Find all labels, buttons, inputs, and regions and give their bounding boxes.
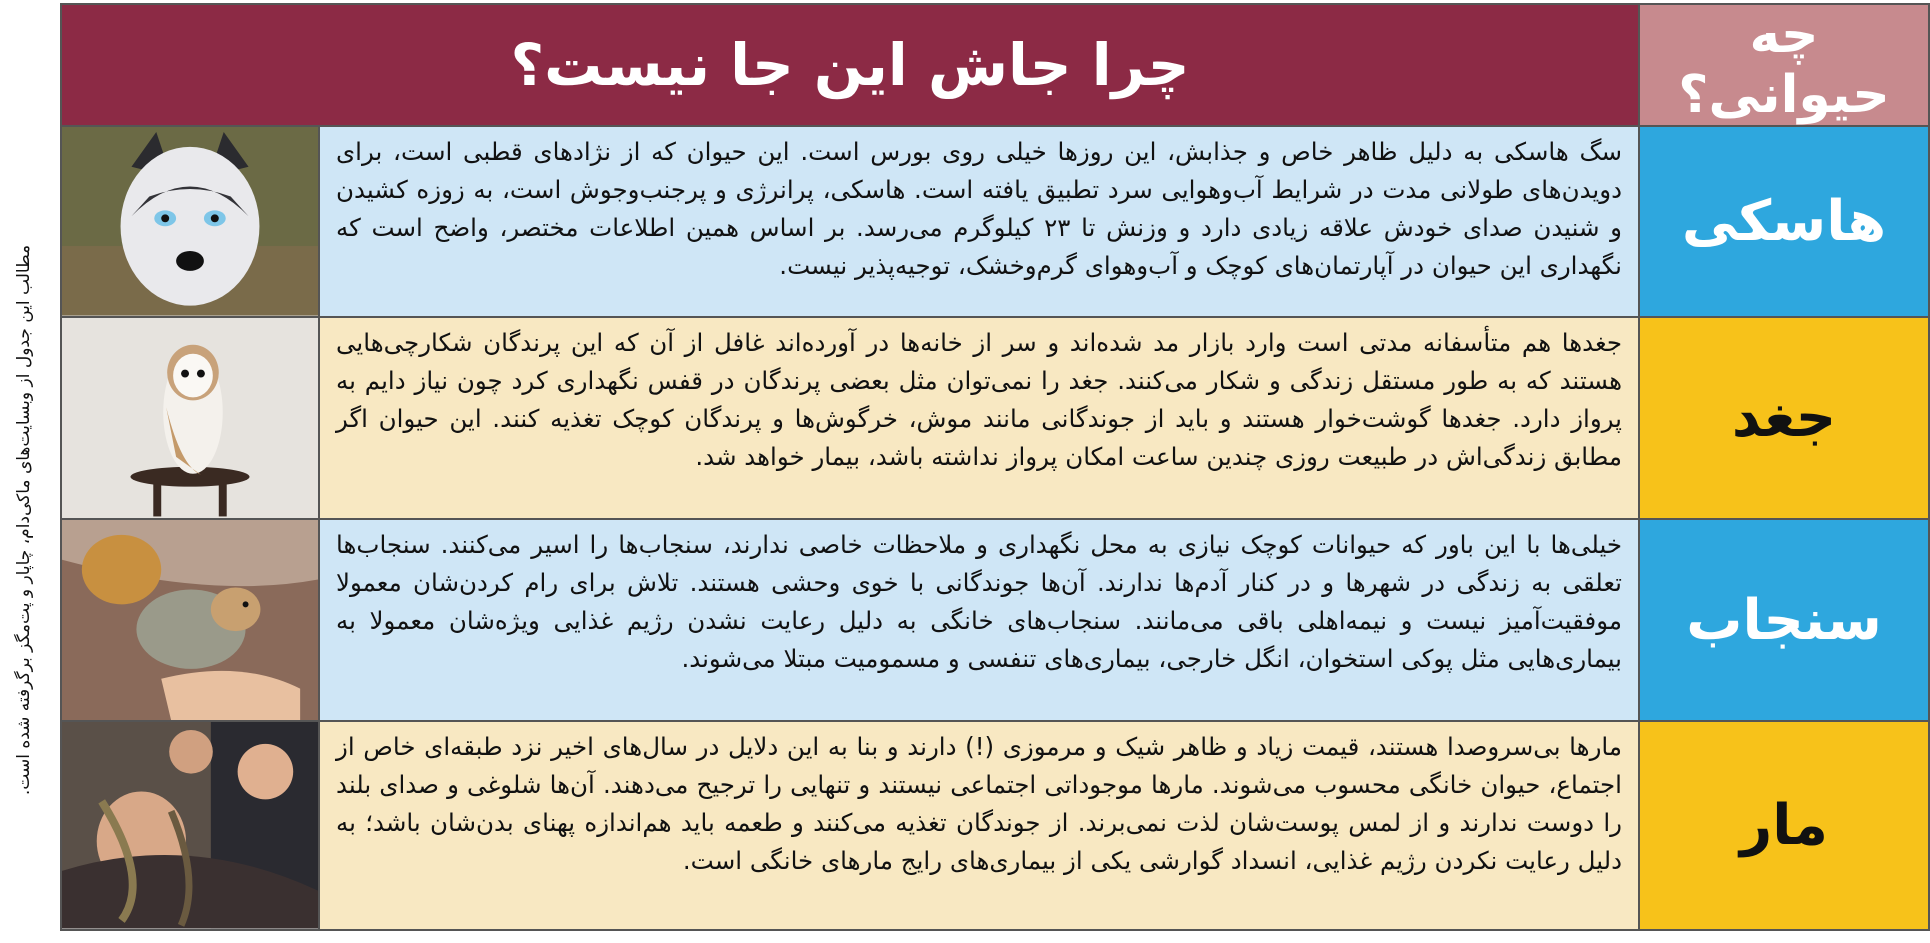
snake-description: مارها بی‌سروصدا هستند، قیمت زیاد و ظاهر شیک و مرموزی (!) دارند و بنا به این دلایل در سال‌های اخیر نزد طبقه‌ای خاص از اجتماع، حیوان خانگی محسوب می‌شوند. مارها موجوداتی اجتماعی نیستند و تنهایی را ترجیح می‌دهند. آن‌ها شلوغی و صدای بلند را دوست ندارند و از لمس پوست‌شان لذت نمی‌برند. از جوندگان تغذیه می‌کنند و طعمه باید هم‌اندازه پهنای بدن‌شان باشد؛ به دلیل رعایت نکردن رژیم غذایی، انسداد گوارشی یکی از بیماری‌های رایج مارهای خانگی است. bbox=[319, 721, 1639, 929]
husky-name: هاسکی bbox=[1639, 126, 1929, 317]
animal-column-header: چه حیوانی؟ bbox=[1639, 4, 1929, 126]
husky-photo bbox=[61, 126, 319, 317]
table-row bbox=[61, 519, 1929, 721]
squirrel-name: سنجاب bbox=[1639, 519, 1929, 721]
snake-photo-icon bbox=[62, 722, 318, 928]
husky-description: سگ هاسکی به دلیل ظاهر خاص و جذابش، این روزها خیلی روی بورس است. این حیوان که از نژادهای قطبی است، برای دویدن‌های طولانی مدت در شرایط آب‌وهوایی سرد تطبیق یافته است. هاسکی، پرانرژی و پرجنب‌وجوش است، به زوزه کشیدن و شنیدن صدای خودش علاقه زیادی دارد و وزنش تا ۲۳ کیلوگرم می‌رسد. بر اساس همین اطلاعات مختصر، واضح است که نگهداری این حیوان در آپارتمان‌های کوچک و آب‌وهوای گرم‌وخشک، توجیه‌پذیر نیست. bbox=[319, 126, 1639, 317]
squirrel-photo bbox=[61, 519, 319, 721]
table-row bbox=[61, 317, 1929, 519]
snake-photo bbox=[61, 721, 319, 929]
squirrel-photo-icon bbox=[62, 520, 318, 720]
owl-description: جغدها هم متأسفانه مدتی است وارد بازار مد شده‌اند و سر از خانه‌ها در آورده‌اند غافل از آن که این پرندگان شکارچی‌هایی هستند که به طور مستقل زندگی و شکار می‌کنند. جغد را نمی‌توان مثل بعضی پرندگان در قفس نگهداری کرد چون نیاز دایم به پرواز دارد. جغدها گوشت‌خوار هستند و باید از جوندگانی مانند موش، خرگوش‌ها و پرندگان کوچک تغذیه کنند. این حیوان اگر مطابق زندگی‌اش در طبیعت روزی چندین ساعت امکان پرواز نداشته باشد، بیمار خواهد شد. bbox=[319, 317, 1639, 519]
owl-name: جغد bbox=[1639, 317, 1929, 519]
table-header-row bbox=[61, 4, 1929, 126]
owl-photo-icon bbox=[62, 318, 318, 518]
table-row bbox=[61, 126, 1929, 317]
source-note-text: مطالب این جدول از وبسایت‌های ماکی‌دام، چاپار و پت‌مگز برگرفته شده است. bbox=[14, 244, 35, 796]
table-row bbox=[61, 721, 1929, 929]
source-note bbox=[4, 110, 44, 930]
squirrel-description: خیلی‌ها با این باور که حیوانات کوچک نیازی به محل نگهداری و ملاحظات خاصی ندارند، سنجاب‌ها را اسیر می‌کنند. سنجاب‌ها تعلقی به زندگی در شهرها و در کنار آدم‌ها ندارند. آن‌ها جوندگانی با خوی وحشی هستند. تلاش برای رام کردن‌شان معمولا موفقیت‌آمیز نیست و نیمه‌اهلی باقی می‌مانند. سنجاب‌های خانگی به دلیل رعایت نشدن رژیم غذایی ویژه‌شان معمولا به بیماری‌هایی مثل پوکی استخوان، انگل خارجی، بیماری‌های تنفسی و مسمومیت مبتلا می‌شوند. bbox=[319, 519, 1639, 721]
reason-column-header: چرا جاش این جا نیست؟ bbox=[61, 4, 1639, 126]
snake-name: مار bbox=[1639, 721, 1929, 929]
animals-table bbox=[60, 3, 1930, 931]
husky-photo-icon bbox=[62, 127, 318, 316]
owl-photo bbox=[61, 317, 319, 519]
